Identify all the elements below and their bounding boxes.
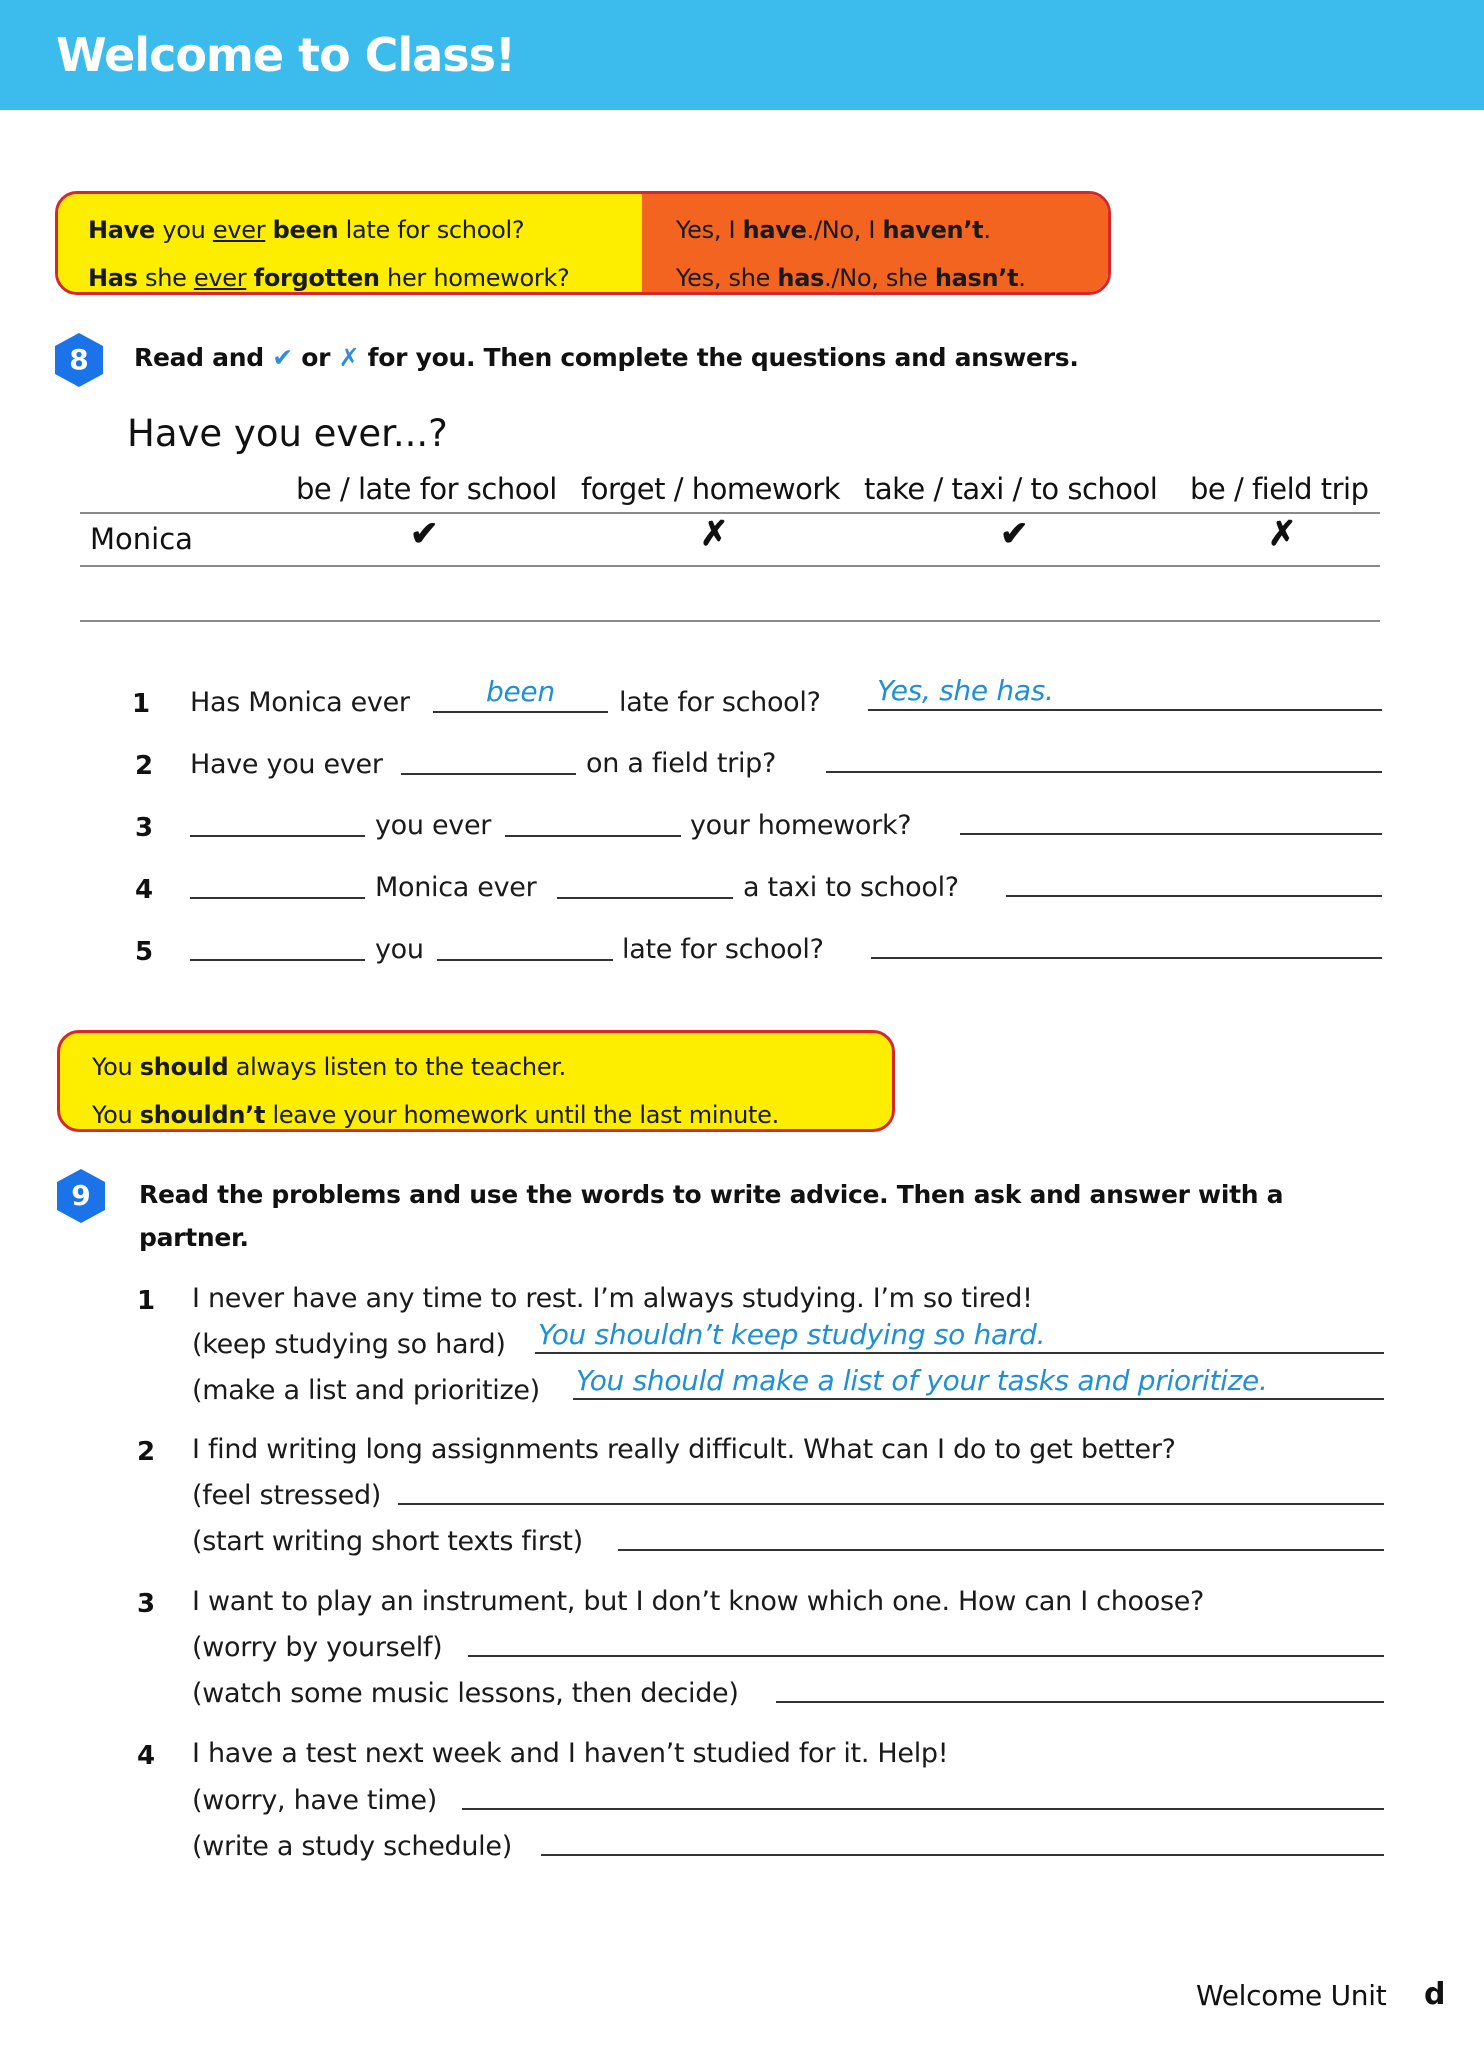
grammar-bold: Has [88,264,138,292]
problem-text: I have a test next week and I haven’t studied for it. Help! [192,1738,949,1769]
prompt-cue: (start writing short texts first) [192,1526,583,1557]
answer-blank[interactable] [468,1655,1384,1657]
answer-blank[interactable] [462,1808,1384,1810]
answer-blank[interactable] [398,1503,1384,1505]
problem-text: I find writing long assignments really difficult. What can I do to get better? [192,1434,1176,1465]
fill-blank[interactable] [401,773,576,775]
prompt-cue: (worry by yourself) [192,1632,443,1663]
page-title: Welcome to Class! [56,28,515,82]
grammar-text: You [92,1101,140,1129]
written-answer: You shouldn’t keep studying so hard. [538,1318,1046,1351]
grammar-line [92,1043,892,1091]
fill-blank[interactable] [505,835,681,837]
grammar-text: You [92,1053,140,1081]
grammar-text [265,216,272,244]
grammar-box-should [57,1030,895,1132]
question-number: 2 [135,751,154,781]
grammar-answers [642,194,1108,292]
grammar-question [88,206,642,254]
cross-icon: ✗ [338,343,360,372]
prompt-cue: (make a list and prioritize) [192,1375,540,1406]
question-number: 5 [135,937,154,967]
grammar-bold: been [272,216,339,244]
fill-blank[interactable] [190,959,365,961]
grammar-text: late for school? [338,216,525,244]
grammar-text: Yes, she [676,264,778,292]
check-mark: ✔ [1000,515,1029,553]
problem-number: 4 [137,1741,156,1771]
written-answer: You should make a list of your tasks and prioritize. [576,1364,1268,1397]
survey-column-header: take / taxi / to school [864,472,1158,506]
cross-mark: ✗ [700,515,729,553]
answer-blank[interactable] [826,771,1382,773]
instruction-text: for you. Then complete the questions and answers. [359,343,1079,372]
grammar-text [246,264,253,292]
answer-blank[interactable] [960,833,1382,835]
grammar-questions [58,194,642,292]
survey-row-name: Monica [90,522,193,556]
problem-number: 1 [137,1286,156,1316]
answer-blank[interactable] [871,957,1382,959]
table-rule [80,512,1380,514]
survey-column-header: be / field trip [1190,472,1369,506]
grammar-answer [676,254,1108,295]
grammar-text: you [155,216,213,244]
check-mark: ✔ [410,515,439,553]
grammar-text: her homework? [379,264,570,292]
check-icon: ✔ [272,343,293,372]
problem-text: I want to play an instrument, but I don’t know which one. How can I choose? [192,1586,1205,1617]
cross-mark: ✗ [1268,515,1297,553]
grammar-bold: shouldn’t [139,1101,266,1129]
grammar-text: . [1018,264,1026,292]
grammar-bold: Have [88,216,156,244]
grammar-text: leave your homework until the last minute. [265,1101,779,1129]
footer-unit: Welcome Unit [1196,1979,1387,2012]
question-text: on a field trip? [586,748,777,779]
question-text: a taxi to school? [743,872,959,903]
exercise-8-instruction [134,343,1079,372]
question-text: Have you ever [190,749,383,780]
answer-blank[interactable] [541,1854,1384,1856]
question-text: Has Monica ever [190,687,410,718]
answer-blank[interactable] [573,1398,1384,1400]
grammar-bold: has [777,264,825,292]
question-text: late for school? [622,934,824,965]
fill-blank[interactable] [190,835,365,837]
grammar-bold: hasn’t [934,264,1019,292]
fill-blank[interactable] [433,711,608,713]
fill-blank[interactable] [190,897,365,899]
exercise-9-badge [57,1169,105,1223]
question-number: 1 [132,689,151,719]
fill-answer: been [486,675,555,708]
grammar-underline: ever [193,264,247,292]
survey-column-header: be / late for school [296,472,557,506]
prompt-cue: (write a study schedule) [192,1831,512,1862]
question-number: 4 [135,875,154,905]
answer-blank[interactable] [618,1549,1384,1551]
exercise-9-instruction: partner. [139,1223,249,1252]
grammar-text: . [983,216,991,244]
prompt-cue: (watch some music lessons, then decide) [192,1678,739,1709]
grammar-question [88,254,642,295]
table-rule [80,565,1380,567]
instruction-text: Read and [134,343,273,372]
answer-blank[interactable] [868,709,1382,711]
prompt-cue: (feel stressed) [192,1480,382,1511]
fill-blank[interactable] [437,959,613,961]
question-text: you ever [375,810,492,841]
grammar-bold: haven’t [882,216,984,244]
grammar-bold: have [742,216,807,244]
grammar-text: ./No, she [824,264,935,292]
answer-blank[interactable] [1006,895,1382,897]
question-text: Monica ever [375,872,537,903]
problem-text: I never have any time to rest. I’m always studying. I’m so tired! [192,1283,1033,1314]
question-text: your homework? [690,810,912,841]
grammar-text: she [137,264,194,292]
grammar-answer [676,206,1108,254]
page-number: d [1424,1977,1446,2012]
answer-blank[interactable] [535,1352,1384,1354]
fill-blank[interactable] [557,897,733,899]
grammar-underline: ever [212,216,266,244]
grammar-text: Yes, I [676,216,743,244]
prompt-cue: (worry, have time) [192,1785,437,1816]
grammar-bold: should [139,1053,229,1081]
grammar-box-present-perfect [55,191,1111,295]
exercise-number: 8 [69,343,89,376]
table-rule [80,620,1380,622]
grammar-bold: forgotten [253,264,380,292]
problem-number: 2 [137,1437,156,1467]
survey-column-header: forget / homework [581,472,841,506]
question-number: 3 [135,813,154,843]
grammar-line [92,1091,892,1139]
answer-blank[interactable] [776,1701,1384,1703]
question-text: you [375,934,424,965]
grammar-text: ./No, I [806,216,883,244]
instruction-text: or [292,343,339,372]
header-band [0,0,1484,110]
survey-heading: Have you ever...? [127,412,448,455]
problem-number: 3 [137,1589,156,1619]
question-text: late for school? [619,687,821,718]
prompt-cue: (keep studying so hard) [192,1329,506,1360]
exercise-8-badge [55,333,103,387]
written-answer: Yes, she has. [877,674,1054,707]
exercise-number: 9 [71,1179,91,1212]
grammar-text: always listen to the teacher. [228,1053,566,1081]
exercise-9-instruction: Read the problems and use the words to write advice. Then ask and answer with a [139,1180,1284,1209]
